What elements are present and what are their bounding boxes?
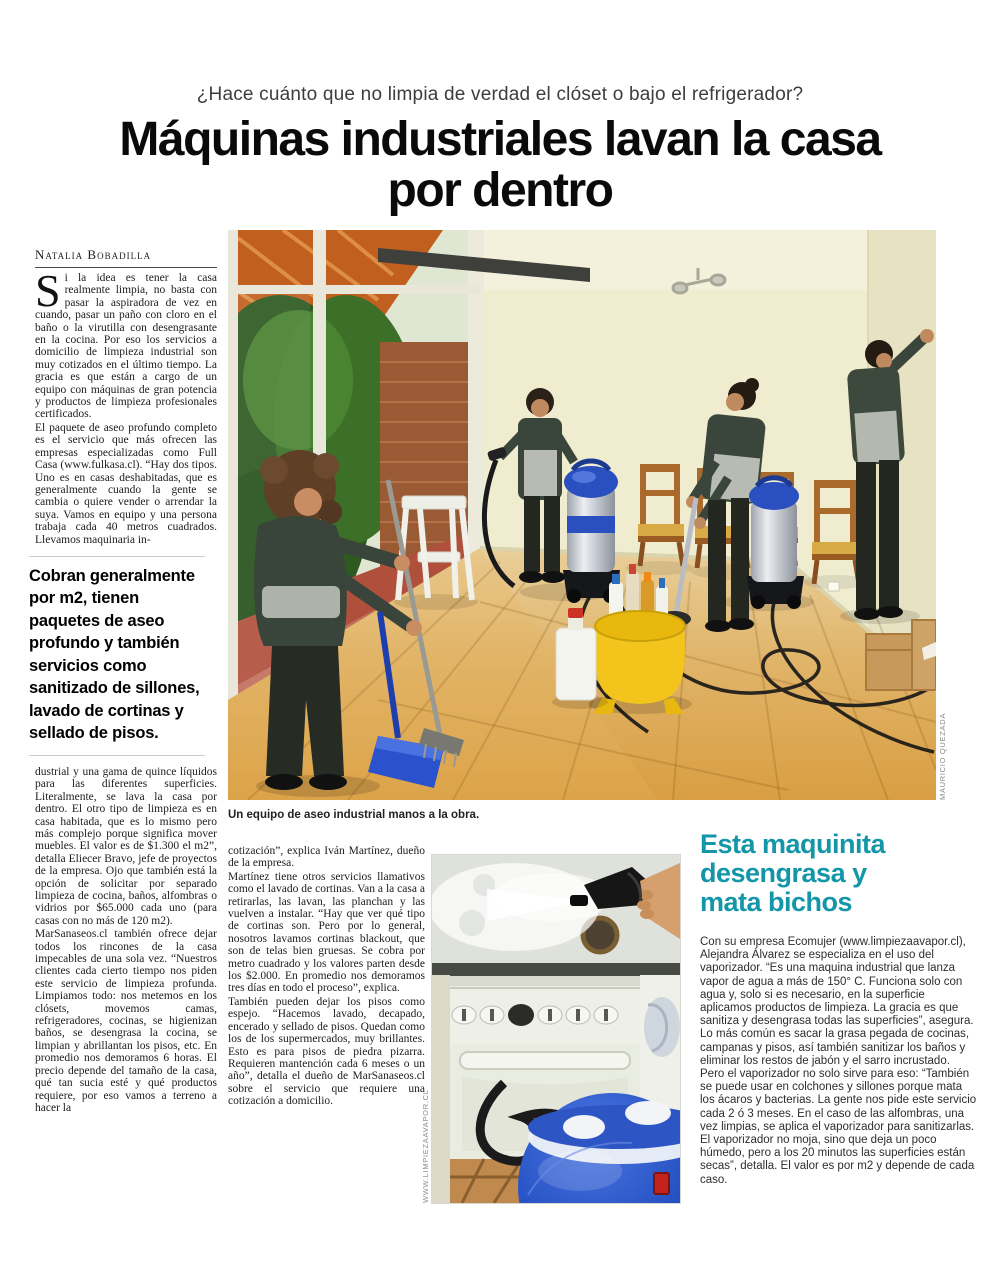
sidebar-paragraph: Con su empresa Ecomujer (www.limpiezaavapor.cl), Alejandra Álvarez se especializa en el uso del vaporizador. “Es una maquina industrial que lanza vapor de agua a más de 150° C. Funciona solo con agua y, solo si es necesario, en la superficie aplicamos productos de limpieza. La gracia es que sanitiza y desengrasa todas las superficies”, asegura. Lo más común es sacar la grasa pegada de cocinas, campanas y pisos, así también sanitizar los baños y eliminar los restos de jabón y el sarro incrustado. — [700, 936, 974, 1067]
main-photo-illustration — [228, 230, 936, 800]
sidebar-photo-illustration — [432, 855, 680, 1203]
sidebar-photo-credit: WWW.LIMPIEZAAVAPOR.CL — [421, 1089, 430, 1203]
main-photo-caption: Un equipo de aseo industrial manos a la obra. — [228, 809, 480, 821]
drop-cap: S — [35, 265, 61, 316]
byline: Natalia Bobadilla — [35, 247, 217, 268]
body-paragraph: cotización”, explica Iván Martínez, dueño de la empresa. — [228, 845, 425, 870]
main-photo-credit: MAURICIO QUEZADA — [938, 712, 947, 800]
main-photo — [228, 230, 936, 800]
body-paragraph: El paquete de aseo profundo completo es el servicio que más ofrecen las empresas especializadas como Full Casa (www.fulkasa.cl). “Hay dos tipos. Uno es en casas deshabitadas, que es generalmente cuando la gente se cambia o quiere vender o arrendar la suya. Vamos en equipo y una persona trabaja cada 40 metros cuadrados. Llevamos maquinaria in- — [35, 421, 217, 546]
body-paragraph: Martínez tiene otros servicios llamativos como el lavado de cortinas. Van a la casa a retirarlas, las lavan, las planchan y las vuelven a instalar. “Hay que ver qué tipo de cortinas son. Pero por lo general, nosotros lavamos cortinas blackout, que son de telas bien gruesas. Se cobra por metro cuadrado y los valores parten desde los $2.000. En promedio nos demoramos tres días en todo el proceso”, explica. — [228, 870, 425, 995]
sidebar-body — [700, 936, 978, 1187]
page-headline — [0, 114, 1000, 216]
body-paragraph: También pueden dejar los pisos como espejo. “Hacemos lavado, decapado, encerado y sellado de pisos. Quedan como los de los supermercados, muy brillantes. Esto es para pisos de piedra pizarra. Requieren mantención cada 6 meses o un año”, detalla el dueño de MarSanaseos.cl sobre el servicio que requiere una cotización a domicilio. — [228, 995, 425, 1108]
pull-quote: Cobran generalmente por m2, tienen paquetes de aseo profundo y también servicios como sanitizado de sillones, lavado de cortinas y sellado de pisos. — [29, 556, 205, 756]
sidebar-photo — [432, 855, 680, 1203]
sidebar-headline: Esta maquinita desengrasa y mata bichos — [700, 829, 886, 917]
middle-column — [228, 845, 425, 1109]
body-paragraph: MarSanaseos.cl también ofrece dejar todos los rincones de la casa impecables de una sola vez. “Nuestros clientes cada cierto tiempo nos piden este servicio de limpieza profunda. Limpiamos todo: nos metemos en los clósets, movemos camas, refrigeradores, cocinas, se higienizan baños, se desengrasa la cocina, se limpian y abrillantan los pisos, etc. En promedio nos demoramos 6 horas. El precio depende del tamaño de la casa, qué tan sucia esté y qué productos requiere, por eso vamos a terreno a hacer la — [35, 928, 217, 1114]
body-paragraph: dustrial y una gama de quince líquidos para las diferentes superficies. Literalmente, se lava la casa por dentro. El otro tipo de limpieza es en casa habitada, que es lo mismo pero más complejo porque significa mover muebles. El valor es de $1.300 el m2”, detalla Eliecer Bravo, jefe de proyectos de la empresa. Ojo que también está la opción de solicitar por separado limpieza de cocina, baños, alfombras o vidrios por $65.000 cada uno (para casas con no más de 120 m2). — [35, 765, 217, 927]
headline-line-1: Máquinas industriales lavan la casa — [119, 113, 881, 166]
left-column — [29, 265, 217, 1115]
body-paragraph: Si la idea es tener la casa realmente limpia, no basta con pasar la aspiradora de vez en cuando, pasar un paño con cloro en el baño o la virutilla con desengrasante en la cocina. Por eso los servicios a domicilio de limpieza industrial son muy cotizados en el último tiempo. La gracia es que están a cargo de un equipo con máquinas de gran potencia y productos de limpieza profesionales certificados. — [35, 265, 217, 421]
sidebar-paragraph: Pero el vaporizador no solo sirve para eso: “También se puede usar en colchones y sillones porque mata los ácaros y bacterias. La gente nos pide este servicio cada 2 ó 3 meses. En el caso de las alfombras, una vez limpias, se aplica el vaporizador para sanitizarlas. El vaporizador no moja, sino que deja un poco húmedo, pero a los 20 minutos las superficies están secas”, detalla. El valor es por m2 y depende de cada caso. — [700, 1068, 977, 1186]
page-kicker: ¿Hace cuánto que no limpia de verdad el clóset o bajo el refrigerador? — [196, 84, 804, 105]
headline-line-2: por dentro — [387, 164, 613, 217]
